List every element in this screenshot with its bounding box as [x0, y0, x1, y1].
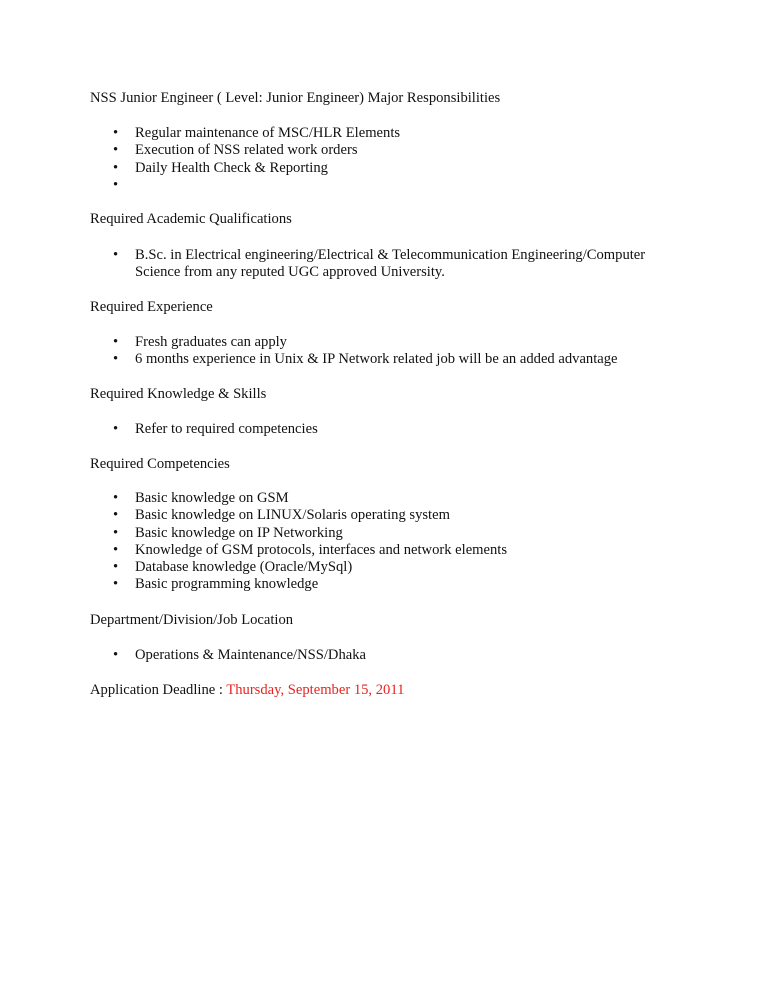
responsibilities-list	[90, 125, 690, 194]
bullet-icon: •	[113, 490, 119, 506]
bullet-icon: •	[113, 159, 119, 176]
bullet-icon: •	[113, 647, 119, 663]
experience-heading: Required Experience	[90, 299, 213, 315]
list-item: • Daily Health Check & Reporting	[113, 159, 328, 176]
competencies-list	[90, 490, 690, 594]
bullet-icon: •	[113, 247, 119, 263]
list-item: • Database knowledge (Oracle/MySql)	[113, 559, 353, 576]
list-item: • Refer to required competencies	[113, 421, 318, 437]
list-item: • Basic programming knowledge	[113, 576, 319, 593]
bullet-icon: •	[113, 334, 119, 350]
bullet-icon: •	[113, 524, 119, 541]
deadline-label: Application Deadline :	[90, 682, 227, 698]
list-item: • Execution of NSS related work orders	[113, 142, 358, 159]
list-item: • Operations & Maintenance/NSS/Dhaka	[113, 647, 367, 663]
document-title: NSS Junior Engineer ( Level: Junior Engineer) Major Responsibilities	[90, 90, 501, 106]
bullet-icon: •	[113, 142, 119, 159]
location-list	[90, 647, 690, 664]
list-item: • Basic knowledge on IP Networking	[113, 524, 343, 541]
location-heading: Department/Division/Job Location	[90, 612, 294, 628]
knowledge-list	[90, 421, 690, 438]
list-item: • B.Sc. in Electrical engineering/Electrical & Telecommunication Engineering/Computer Science from any reputed UGC approved University.	[113, 247, 646, 281]
bullet-icon: •	[113, 559, 119, 576]
knowledge-heading: Required Knowledge & Skills	[90, 386, 267, 402]
bullet-icon: •	[113, 541, 119, 558]
bullet-icon: •	[113, 125, 119, 141]
bullet-icon: •	[113, 351, 119, 368]
list-item: • Regular maintenance of MSC/HLR Elements	[113, 125, 401, 141]
application-deadline	[90, 682, 404, 699]
list-item: • Knowledge of GSM protocols, interfaces and network elements	[113, 541, 508, 558]
deadline-value: Thursday, September 15, 2011	[226, 682, 405, 698]
bullet-icon: •	[113, 421, 119, 437]
bullet-icon: •	[113, 576, 119, 593]
list-item	[90, 177, 690, 194]
academic-heading: Required Academic Qualifications	[90, 211, 292, 227]
bullet-icon: •	[113, 507, 119, 524]
list-item: • Basic knowledge on GSM	[113, 490, 289, 506]
competencies-heading: Required Competencies	[90, 456, 230, 472]
academic-list	[90, 247, 690, 282]
list-item: • Basic knowledge on LINUX/Solaris operating system	[113, 507, 450, 524]
experience-list	[90, 334, 690, 369]
list-item: • 6 months experience in Unix & IP Network related job will be an added advantage	[113, 351, 618, 368]
list-item: • Fresh graduates can apply	[113, 334, 287, 350]
bullet-icon: •	[113, 176, 119, 193]
